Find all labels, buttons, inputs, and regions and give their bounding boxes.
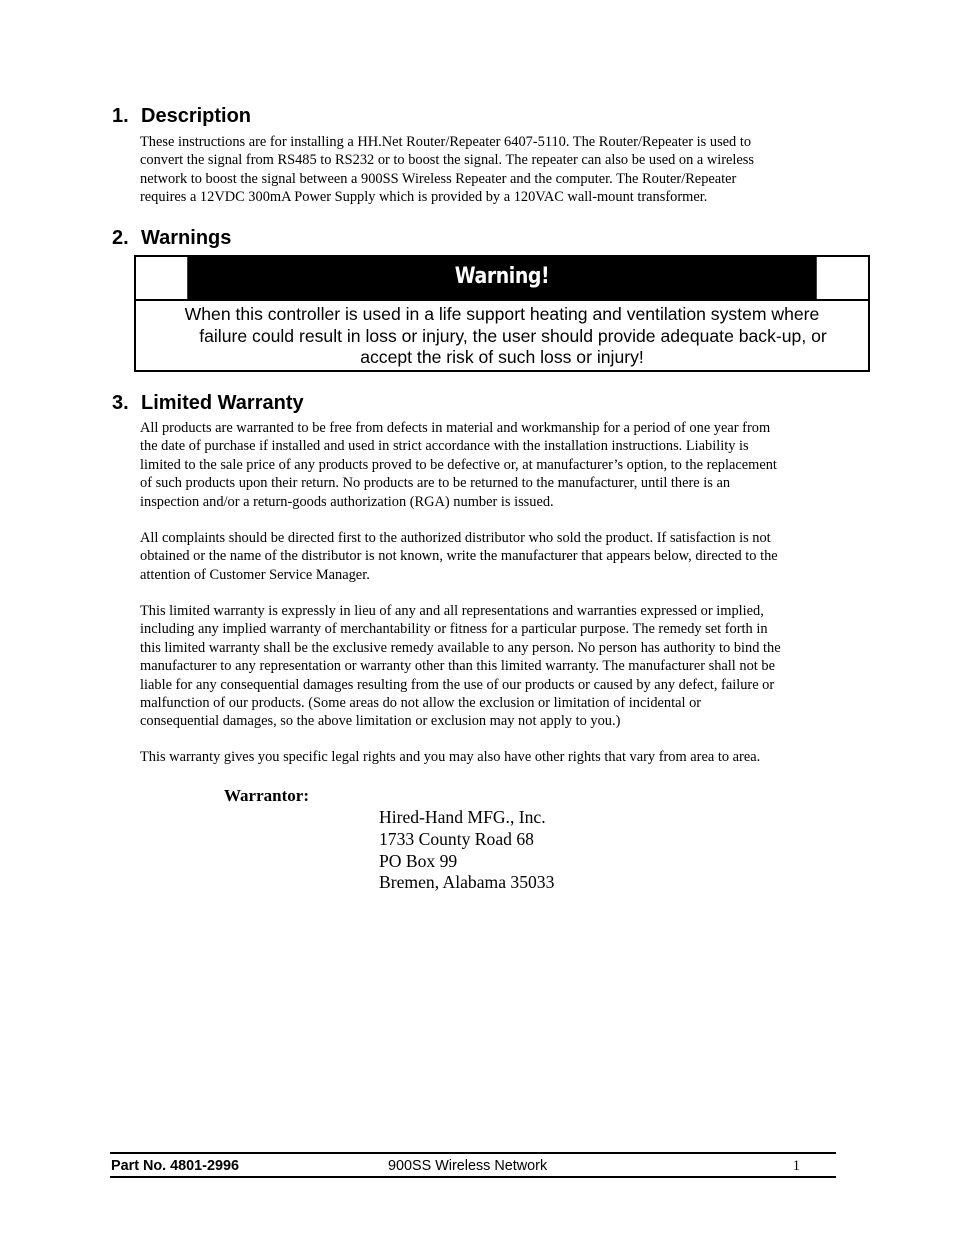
text-line: this limited warranty shall be the exclusive remedy available to any person. No person has authority to bind the	[140, 639, 781, 656]
text-line: convert the signal from RS485 to RS232 or to boost the signal. The repeater can also be used on a wireless	[140, 152, 755, 169]
text-line: including any implied warranty of merchantability or fitness for a particular purpose. The remedy set forth in	[140, 621, 768, 638]
warranty-paragraph-2	[140, 529, 845, 584]
address-line: 1733 County Road 68	[379, 828, 534, 849]
description-paragraph	[140, 133, 845, 207]
section-heading-limited-warranty	[112, 391, 304, 415]
text-line: manufacturer to any representation or warranty other than this limited warranty. The manufacturer shall not be	[140, 658, 775, 675]
warranty-paragraph-3	[140, 602, 845, 731]
section-number: 2.	[112, 227, 129, 249]
page-number: 1	[792, 1158, 800, 1174]
warrantor-label: Warrantor:	[224, 786, 309, 805]
text-line: liable for any consequential damages resulting from the use of our products or caused by any defect, failure or	[140, 676, 775, 693]
page-footer	[110, 1152, 836, 1178]
text-line: consequential damages, so the above limitation or exclusion may not apply to you.)	[140, 713, 621, 730]
text-line: attention of Customer Service Manager.	[140, 566, 370, 583]
section-title: Limited Warranty	[141, 392, 304, 414]
part-number: Part No. 4801-2996	[111, 1158, 239, 1174]
warning-line: When this controller is used in a life support heating and ventilation system where	[184, 304, 820, 324]
text-line: These instructions are for installing a HH.Net Router/Repeater 6407-5110. The Router/Repeater is used to	[140, 134, 752, 150]
warning-line: accept the risk of such loss or injury!	[360, 347, 644, 367]
address-line: Hired-Hand MFG., Inc.	[379, 807, 546, 827]
text-line: of such products upon their return. No products are to be returned to the manufacturer, until there is an	[140, 475, 731, 492]
warning-title: Warning!	[187, 257, 817, 299]
warning-line: failure could result in loss or injury, the user should provide adequate back-up, or	[199, 325, 827, 346]
text-line: limited to the sale price of any products proved to be defective or, at manufacturer’s option, to the replacement	[140, 456, 777, 473]
text-line: inspection and/or a return-goods authorization (RGA) number is issued.	[140, 493, 554, 510]
address-line: PO Box 99	[379, 850, 458, 871]
footer-title: 900SS Wireless Network	[388, 1158, 548, 1174]
warning-box	[134, 255, 870, 372]
warranty-paragraph-1	[140, 419, 845, 511]
section-number: 3.	[112, 392, 129, 414]
address-line: Bremen, Alabama 35033	[379, 872, 555, 893]
text-line: the date of purchase if installed and used in strict accordance with the installation instructions. Liability is	[140, 438, 749, 455]
section-title: Warnings	[141, 227, 232, 249]
warrantor-address	[379, 807, 554, 894]
text-line: obtained or the name of the distributor is not known, write the manufacturer that appears below, directed to the	[140, 548, 778, 565]
text-line: network to boost the signal between a 900SS Wireless Repeater and the computer. The Router/Repeater	[140, 170, 737, 187]
section-heading-description	[112, 104, 251, 128]
text-line: All products are warranted to be free from defects in material and workmanship for a period of one year from	[140, 420, 771, 436]
text-line: This limited warranty is expressly in lieu of any and all representations and warranties expressed or implied,	[140, 603, 764, 619]
text-line: All complaints should be directed first to the authorized distributor who sold the product. If satisfaction is not	[140, 530, 771, 546]
warranty-paragraph-4	[140, 748, 845, 766]
section-number: 1.	[112, 105, 129, 127]
section-heading-warnings	[112, 226, 231, 250]
warning-text	[136, 299, 868, 369]
text-line: This warranty gives you specific legal rights and you may also have other rights that vary from area to area.	[140, 749, 761, 765]
text-line: malfunction of our products. (Some areas do not allow the exclusion or limitation of incidental or	[140, 695, 702, 712]
text-line: requires a 12VDC 300mA Power Supply which is provided by a 120VAC wall-mount transformer.	[140, 189, 708, 206]
section-title: Description	[141, 105, 252, 127]
